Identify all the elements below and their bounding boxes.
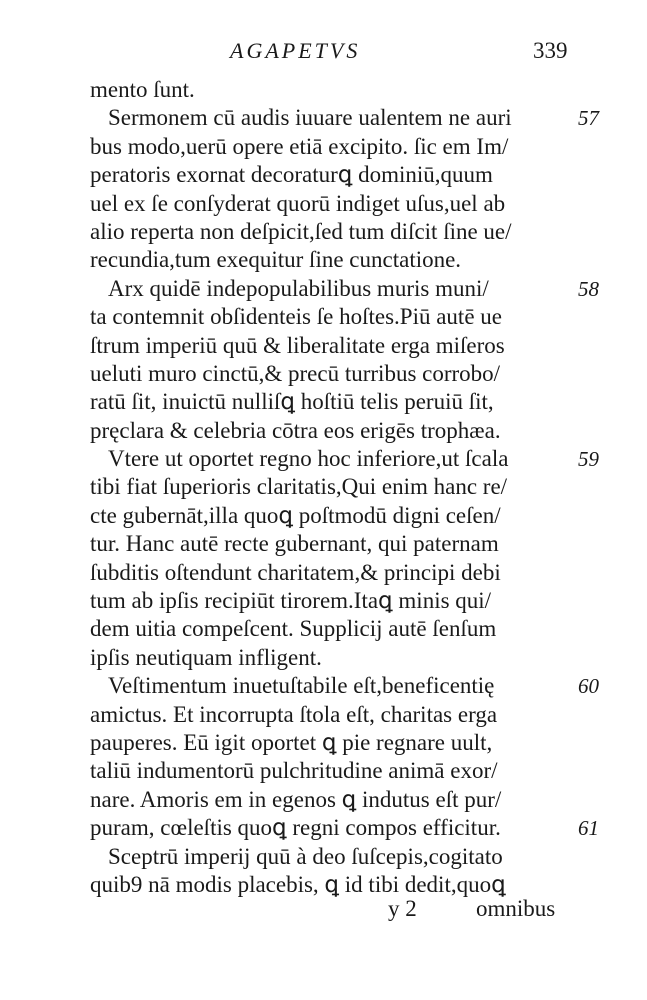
text-line bbox=[0, 559, 647, 587]
line-text: ta contemnit obſidenteis ſe hoſtes.Piū autē ue bbox=[90, 304, 502, 330]
text-line bbox=[0, 76, 647, 104]
text-line bbox=[0, 190, 647, 218]
text-line bbox=[0, 218, 647, 246]
line-text: mento ſunt. bbox=[90, 77, 195, 102]
line-text: bus modo,uerū opere etiā excipito. ſic em Im/ bbox=[90, 133, 509, 159]
text-line bbox=[0, 303, 647, 331]
line-text: peratoris exornat decoraturꝗ dominiū,quum bbox=[90, 162, 493, 188]
running-title: AGAPETVS bbox=[230, 38, 361, 63]
line-text: Sceptrū imperij quū à deo ſuſcepis,cogitato bbox=[108, 843, 503, 869]
line-text: quib9 nā modis placebis, ꝗ id tibi dedit,quoꝗ bbox=[90, 871, 506, 897]
line-text: ratū ſit, inuictū nulliſꝗ hoſtiū telis peruiū ſit, bbox=[90, 389, 494, 415]
text-line bbox=[0, 644, 647, 672]
line-text: puram, cœleſtis quoꝗ regni compos efficitur. bbox=[90, 815, 501, 841]
line-text: tibi fiat ſuperioris claritatis,Qui enim hanc re/ bbox=[90, 474, 508, 500]
text-line bbox=[0, 701, 647, 729]
text-line bbox=[0, 587, 647, 615]
line-text: dem uitia compeſcent. Supplicij autē ſenſum bbox=[90, 616, 497, 642]
catchword: omnibus bbox=[476, 896, 556, 921]
line-text: recundia,tum exequitur ſine cunctatione. bbox=[90, 247, 462, 273]
margin-section-number: 58 bbox=[578, 276, 599, 301]
line-text: taliū indumentorū pulchritudine animā exor/ bbox=[90, 758, 498, 784]
line-text: tur. Hanc autē recte gubernant, qui paternam bbox=[90, 531, 499, 557]
margin-section-number: 59 bbox=[578, 447, 599, 472]
line-text: alio reperta non deſpicit,ſed tum diſcit ſine ue/ bbox=[90, 218, 512, 244]
text-line bbox=[0, 615, 647, 643]
line-text: Vtere ut oportet regno hoc inferiore,ut ſcala bbox=[108, 446, 509, 472]
text-line bbox=[0, 360, 647, 388]
signature-mark: y 2 bbox=[388, 896, 417, 921]
line-text: cte gubernāt,illa quoꝗ poſtmodū digni ceſen/ bbox=[90, 502, 501, 528]
text-line bbox=[0, 133, 647, 161]
line-text: uel ex ſe conſyderat quorū indiget uſus,uel ab bbox=[90, 190, 506, 216]
body-text bbox=[0, 76, 647, 899]
margin-section-number: 61 bbox=[578, 816, 599, 841]
line-text: tum ab ipſis recipiūt tirorem.Itaꝗ minis qui/ bbox=[90, 588, 492, 614]
line-text: pauperes. Eū igit oportet ꝗ pie regnare uult, bbox=[90, 729, 493, 755]
text-line bbox=[0, 757, 647, 785]
line-text: Arx quidē indepopulabilibus muris muni/ bbox=[108, 275, 489, 301]
line-text: ſubditis oſtendunt charitatem,& principi debi bbox=[90, 559, 501, 585]
text-line bbox=[0, 161, 647, 189]
line-text: Sermonem cū audis iuuare ualentem ne auri bbox=[108, 105, 512, 131]
text-line bbox=[0, 275, 647, 303]
margin-section-number: 57 bbox=[578, 106, 599, 131]
text-line bbox=[0, 502, 647, 530]
text-line bbox=[0, 445, 647, 473]
line-text: Veſtimentum inuetuſtabile eſt,beneficentię bbox=[108, 673, 495, 699]
text-line bbox=[0, 246, 647, 274]
text-line bbox=[0, 388, 647, 416]
text-line bbox=[0, 332, 647, 360]
line-text: ipſis neutiquam infligent. bbox=[90, 644, 322, 670]
line-text: ſtrum imperiū quū & liberalitate erga miſeros bbox=[90, 332, 505, 358]
text-line bbox=[0, 417, 647, 445]
text-line bbox=[0, 672, 647, 700]
line-text: pręclara & celebria cōtra eos erigēs trophæa. bbox=[90, 417, 501, 443]
text-line bbox=[0, 473, 647, 501]
text-line bbox=[0, 843, 647, 871]
text-line bbox=[0, 786, 647, 814]
line-text: ueluti muro cinctū,& precū turribus corrobo/ bbox=[90, 360, 501, 386]
text-line bbox=[0, 530, 647, 558]
line-text: nare. Amoris em in egenos ꝗ indutus eſt pur/ bbox=[90, 786, 502, 812]
text-line bbox=[0, 104, 647, 132]
margin-section-number: 60 bbox=[578, 674, 599, 699]
text-line bbox=[0, 729, 647, 757]
text-line bbox=[0, 814, 647, 842]
line-text: amictus. Et incorrupta ſtola eſt, charitas erga bbox=[90, 701, 498, 727]
page-number: 339 bbox=[533, 38, 568, 63]
page-footer bbox=[0, 896, 647, 924]
